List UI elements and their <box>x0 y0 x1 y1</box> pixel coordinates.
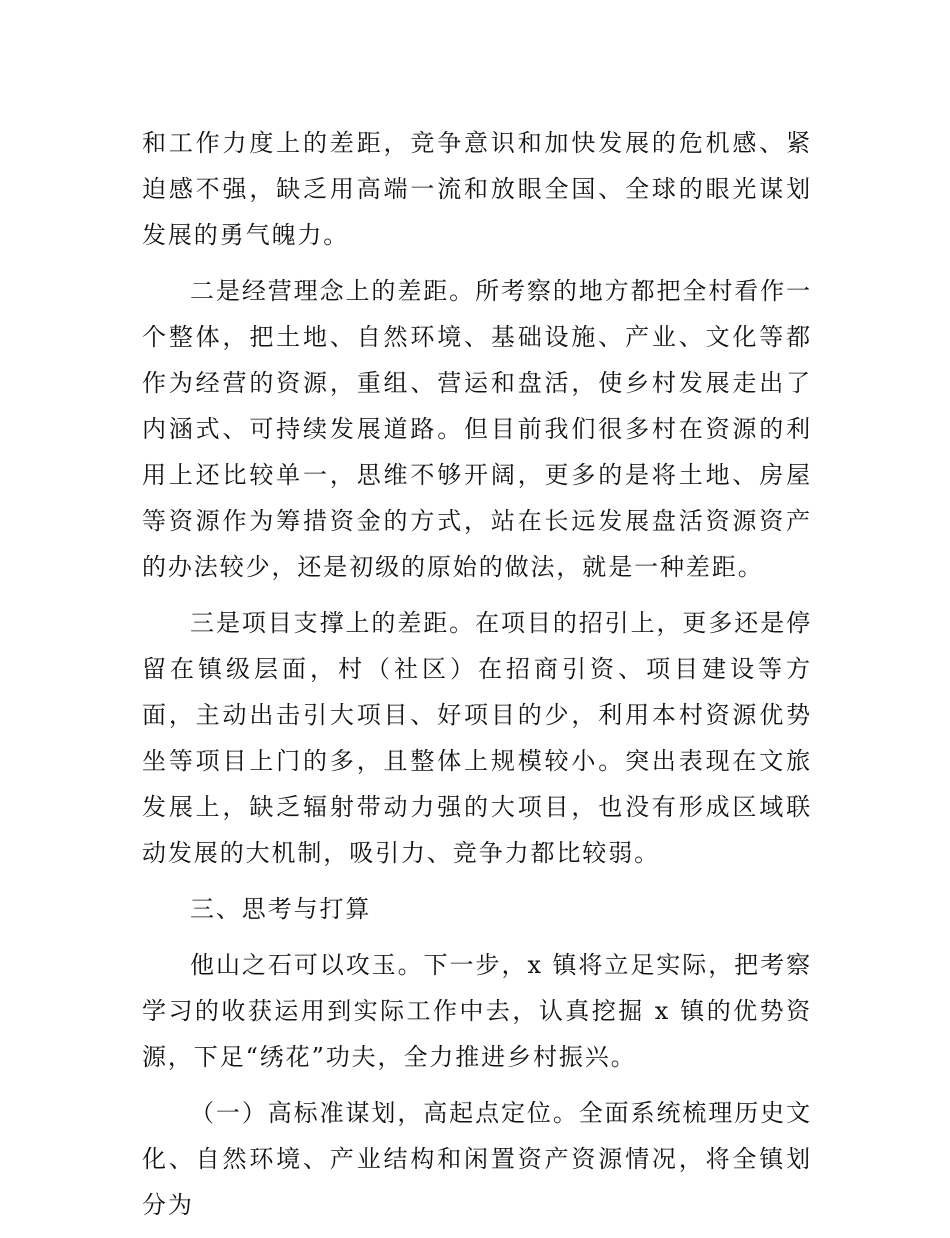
paragraph-business-philosophy-gap: 二是经营理念上的差距。所考察的地方都把全村看作一个整体，把土地、自然环境、基础设施、产业、文化等都作为经营的资源，重组、营运和盘活，使乡村发展走出了内涵式、可持续发展道路。但目前我们很多村在资源的利用上还比较单一，思维不够开阔，更多的是将土地、房屋等资源作为筹措资金的方式，站在长远发展盘活资源资产的办法较少，还是初级的原始的做法，就是一种差距。 <box>142 277 812 581</box>
section-heading-thoughts-plans: 三、思考与打算 <box>190 895 372 923</box>
document-body <box>142 120 812 1238</box>
paragraph-next-steps: 他山之石可以攻玉。下一步，x 镇将立足实际，把考察学习的收获运用到实际工作中去，认真挖掘 x 镇的优势资源，下足“绣花”功夫，全力推进乡村振兴。 <box>142 951 812 1071</box>
paragraph-continuation: 和工作力度上的差距，竞争意识和加快发展的危机感、紧迫感不强，缺乏用高端一流和放眼全国、全球的眼光谋划发展的勇气魄力。 <box>142 129 812 249</box>
paragraph-project-support-gap: 三是项目支撑上的差距。在项目的招引上，更多还是停留在镇级层面，村（社区）在招商引资、项目建设等方面，主动出击引大项目、好项目的少，利用本村资源优势坐等项目上门的多，且整体上规模较小。突出表现在文旅发展上，缺乏辐射带动力强的大项目，也没有形成区域联动发展的大机制，吸引力、竞争力都比较弱。 <box>142 609 812 867</box>
paragraph-high-standard-planning: （一）高标准谋划，高起点定位。全面系统梳理历史文化、自然环境、产业结构和闲置资产资源情况，将全镇划分为 <box>142 1099 812 1219</box>
